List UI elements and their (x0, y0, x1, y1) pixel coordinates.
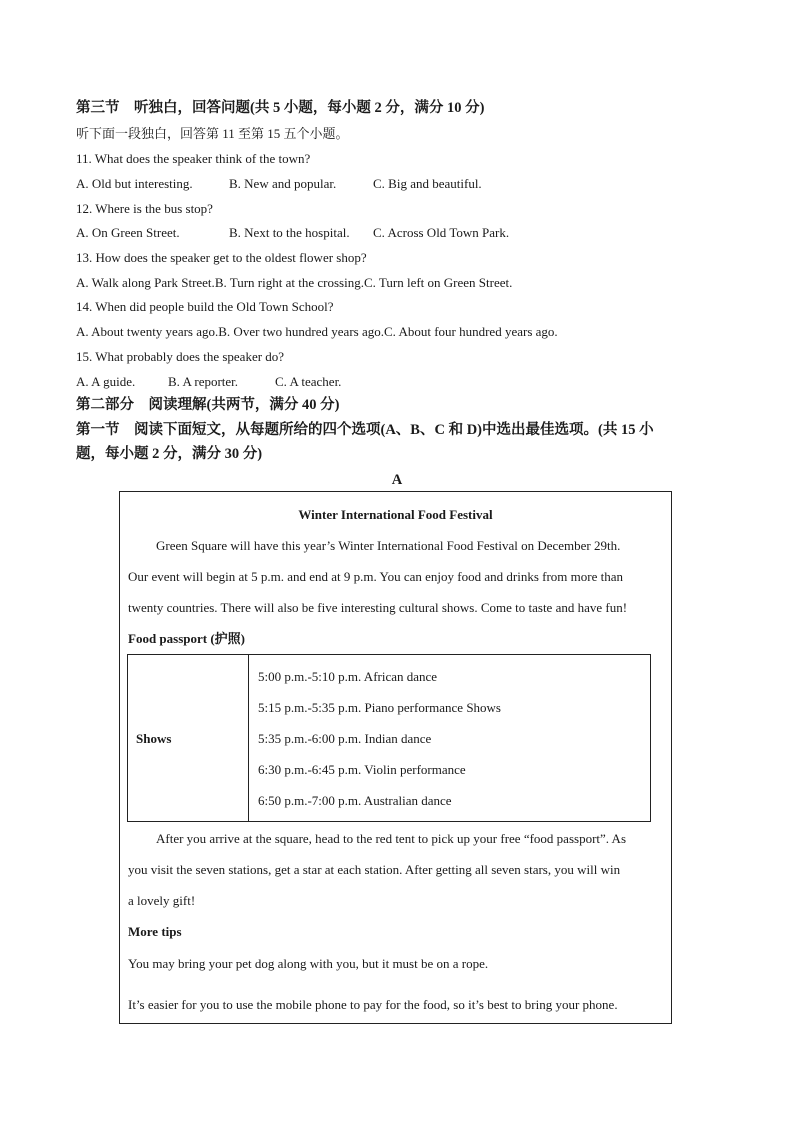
question-14-options (76, 324, 558, 340)
show-row: 6:50 p.m.-7:00 p.m. Australian dance (258, 793, 452, 808)
passage-para2-line2: you visit the seven stations, get a star at each station. After getting all seven stars, you will win (128, 862, 621, 877)
table-divider (248, 655, 249, 821)
option-a: A. On Green Street. (76, 225, 180, 240)
option-b: B. Next to the hospital. (229, 225, 350, 240)
option-b: B. Over two hundred years ago. (218, 324, 384, 339)
option-c: C. Across Old Town Park. (373, 225, 510, 240)
section3-instruction: 听下面一段独白，回答第 11 至第 15 五个小题。 (76, 126, 349, 141)
part2-sub-heading-line2: 题，每小题 2 分，满分 30 分) (76, 446, 263, 462)
passage-para2-line3: a lovely gift! (128, 893, 196, 908)
section3-heading: 第三节 听独白，回答问题(共 5 小题，每小题 2 分，满分 10 分) (76, 100, 485, 116)
option-a: A. About twenty years ago. (76, 324, 219, 339)
question-11: 11. What does the speaker think of the town? (76, 151, 311, 166)
question-15-options (76, 374, 341, 390)
option-c: C. About four hundred years ago. (383, 324, 558, 339)
question-12: 12. Where is the bus stop? (76, 201, 213, 216)
part2-heading: 第二部分 阅读理解(共两节，满分 40 分) (76, 397, 340, 413)
question-11-options (76, 176, 482, 192)
show-row: 5:00 p.m.-5:10 p.m. African dance (258, 669, 438, 684)
option-c: C. Turn left on Green Street. (363, 275, 513, 290)
show-row: 6:30 p.m.-6:45 p.m. Violin performance (258, 762, 466, 777)
tip-1: You may bring your pet dog along with you, but it must be on a rope. (128, 956, 489, 971)
option-c: C. Big and beautiful. (373, 176, 482, 191)
passage-box (119, 491, 672, 1024)
option-b: B. New and popular. (229, 176, 337, 191)
question-13-options (76, 275, 512, 291)
option-a: A. Walk along Park Street. (76, 275, 215, 290)
tip-2: It’s easier for you to use the mobile phone to pay for the food, so it’s best to bring your phone. (128, 997, 618, 1012)
passage-para1-line2: Our event will begin at 5 p.m. and end at 9 p.m. You can enjoy food and drinks from more than (128, 569, 623, 584)
option-c: C. A teacher. (275, 374, 342, 389)
shows-label: Shows (136, 731, 172, 746)
show-row: 5:15 p.m.-5:35 p.m. Piano performance Shows (258, 700, 501, 715)
passport-heading: Food passport (护照) (128, 631, 246, 646)
option-a: A. A guide. (76, 374, 136, 389)
tips-heading: More tips (128, 924, 182, 939)
option-b: B. Turn right at the crossing. (214, 275, 364, 290)
option-b: B. A reporter. (168, 374, 239, 389)
question-12-options (76, 225, 509, 241)
question-13: 13. How does the speaker get to the oldest flower shop? (76, 250, 367, 265)
passage-letter: A (391, 472, 403, 488)
question-15: 15. What probably does the speaker do? (76, 349, 285, 364)
passage-para1-line3: twenty countries. There will also be five interesting cultural shows. Come to taste and have fun! (128, 600, 628, 615)
part2-sub-heading-line1: 第一节 阅读下面短文，从每题所给的四个选项(A、B、C 和 D)中选出最佳选项。(共 15 小 (76, 422, 654, 438)
option-a: A. Old but interesting. (76, 176, 193, 191)
question-14: 14. When did people build the Old Town School? (76, 299, 334, 314)
passage-para1-line1: Green Square will have this year’s Winter International Food Festival on December 29th. (156, 538, 621, 553)
show-row: 5:35 p.m.-6:00 p.m. Indian dance (258, 731, 432, 746)
passage-title: Winter International Food Festival (298, 507, 493, 522)
shows-table (127, 654, 651, 822)
passage-para2-line1: After you arrive at the square, head to the red tent to pick up your free “food passport”. As (156, 831, 627, 846)
